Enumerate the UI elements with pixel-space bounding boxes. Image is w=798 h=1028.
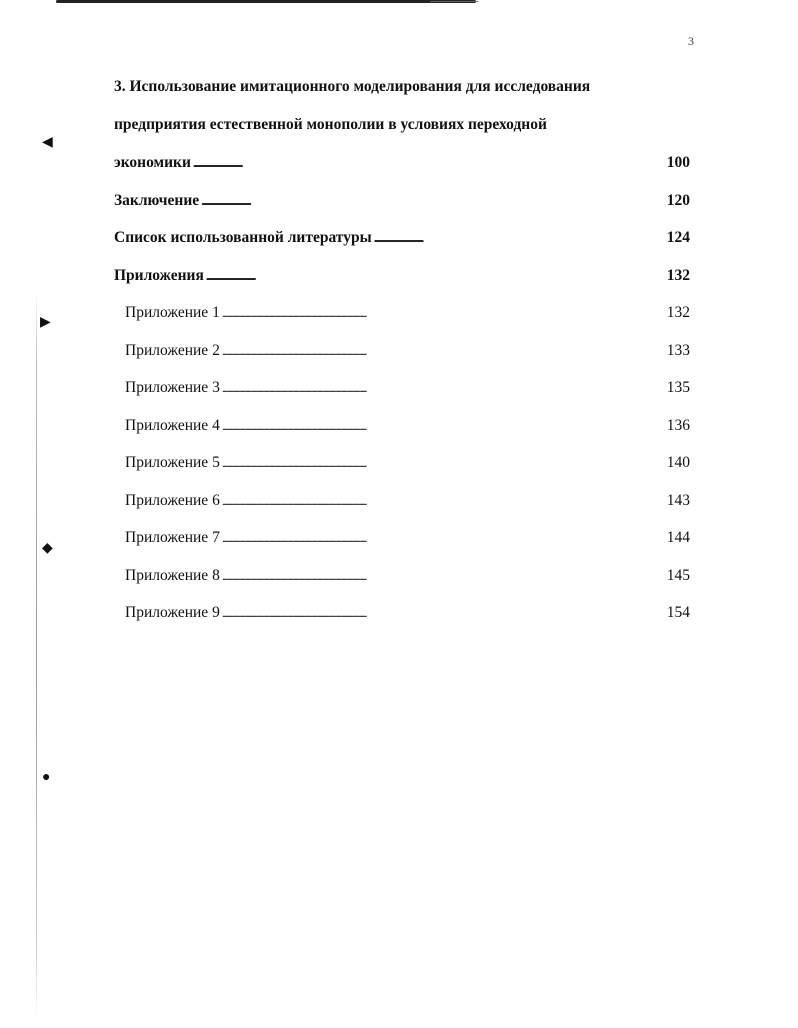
dot-leader xyxy=(222,448,665,478)
dot-leader xyxy=(206,261,665,291)
toc-entry-page: 154 xyxy=(666,604,690,621)
binding-hole-mark: ▶ xyxy=(40,315,51,330)
toc-entry-title: Приложение 3 xyxy=(125,379,220,396)
binding-hole-mark: ● xyxy=(42,770,51,785)
toc-entry-title: Приложение 7 xyxy=(125,529,220,546)
dot-leader xyxy=(201,186,665,216)
toc-entry-page: 133 xyxy=(666,341,690,359)
toc-entry-appendix xyxy=(114,523,690,561)
toc-entry-conclusion xyxy=(114,186,690,224)
toc-entry-page: 132 xyxy=(666,304,690,321)
dot-leader xyxy=(222,411,665,441)
toc-entry-page: 136 xyxy=(666,416,690,434)
toc-entry-appendix xyxy=(114,561,690,599)
toc-entry-page: 143 xyxy=(666,491,690,509)
toc-entry-references xyxy=(114,223,690,261)
table-of-contents xyxy=(114,72,690,636)
dot-leader xyxy=(222,336,665,366)
binding-hole-mark: ◆ xyxy=(42,541,53,556)
toc-entry-title: Приложения xyxy=(114,266,204,284)
dot-leader xyxy=(222,373,665,403)
toc-entry-appendix xyxy=(114,598,690,636)
dot-leader xyxy=(193,148,665,178)
toc-entry-page: 124 xyxy=(666,229,690,246)
toc-entry-title: Приложение 8 xyxy=(125,566,220,584)
toc-entry-title: Заключение xyxy=(114,191,200,209)
toc-entry-title: Приложение 2 xyxy=(125,341,220,359)
toc-entry-page: 145 xyxy=(666,566,690,584)
toc-entry-appendices xyxy=(114,261,690,299)
toc-entry-appendix xyxy=(114,486,690,524)
toc-entry-section-3 xyxy=(114,148,690,186)
toc-entry-title: Приложение 1 xyxy=(125,304,220,321)
toc-entry-title: Список использованной литературы xyxy=(114,229,372,246)
toc-entry-page: 120 xyxy=(666,191,690,209)
toc-section-3-line-2: предприятия естественной монополии в условиях переходной xyxy=(114,116,547,133)
toc-entry-page: 132 xyxy=(666,266,690,284)
dot-leader xyxy=(222,561,665,591)
toc-entry-title: экономики xyxy=(114,154,191,171)
dot-leader xyxy=(374,223,665,253)
binding-margin-line xyxy=(36,290,37,1020)
toc-entry-appendix xyxy=(114,373,690,411)
toc-entry-appendix xyxy=(114,411,690,449)
toc-entry-page: 144 xyxy=(666,529,690,546)
toc-entry-page: 100 xyxy=(666,154,690,171)
toc-entry-page: 135 xyxy=(666,379,690,396)
dot-leader xyxy=(222,486,665,516)
toc-entry-title: Приложение 4 xyxy=(125,416,220,434)
binding-hole-mark: ◀ xyxy=(42,135,53,150)
toc-section-3-line-1: 3. Использование имитационного моделирования для исследования xyxy=(114,78,591,95)
page-number: 3 xyxy=(688,34,694,48)
toc-entry-appendix xyxy=(114,298,690,336)
toc-entry-appendix xyxy=(114,448,690,486)
dot-leader xyxy=(222,298,665,328)
scan-edge-line-short xyxy=(430,1,478,2)
toc-entry-page: 140 xyxy=(666,454,690,471)
scan-edge-line xyxy=(56,0,476,3)
dot-leader xyxy=(222,598,665,628)
dot-leader xyxy=(222,523,665,553)
toc-entry-title: Приложение 9 xyxy=(125,604,220,621)
toc-entry-title: Приложение 5 xyxy=(125,454,220,471)
toc-entry-appendix xyxy=(114,336,690,374)
toc-entry-title: Приложение 6 xyxy=(125,491,220,509)
